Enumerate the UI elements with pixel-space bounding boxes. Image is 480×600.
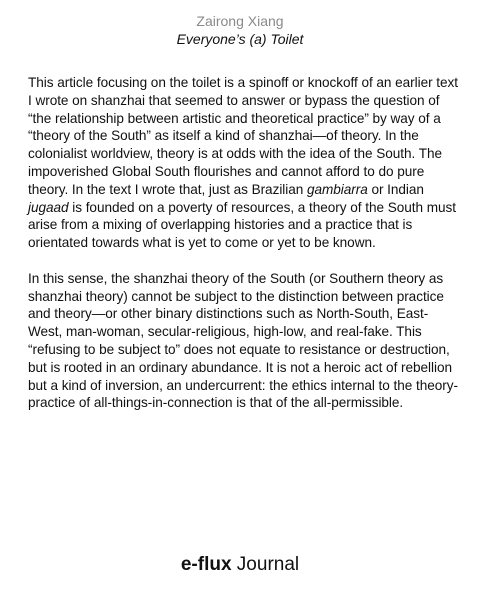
term-jugaad: jugaad <box>28 199 69 215</box>
paragraph-1-text-b: or Indian <box>367 181 424 197</box>
paragraph-2: In this sense, the shanzhai theory of the South (or Southern theory as shanzhai theory) cannot be subject to the distinction between practice and theory—or other binary distinctions such as North-South, East-West, man-woman, secular-religious, high-low, and real-fake. This “refusing to be subject to” does not equate to resistance or destruction, but is rooted in an ordinary abundance. It is not a heroic act of rebellion but a kind of inversion, an undercurrent: the ethics internal to the theory-practice of all-things-in-connection is that of the all-permissible. <box>28 270 458 411</box>
article-header <box>0 12 480 48</box>
publication-logo <box>0 553 480 577</box>
paragraph-1-text-a: This article focusing on the toilet is a spinoff or knockoff of an earlier text I wrote on shanzhai that seemed to answer or bypass the question of “the relationship between artistic and theoretical practice” by way of a “theory of the South” as itself a kind of shanzhai—of theory. In the colonialist worldview, theory is at odds with the idea of the South. The impoverished Global South flourishes and cannot afford to do pure theory. In the text I wrote that, just as Brazilian <box>28 75 459 197</box>
article-title: Everyone’s (a) Toilet <box>176 31 304 47</box>
term-gambiarra: gambiarra <box>306 181 368 197</box>
logo-suffix: Journal <box>231 554 300 575</box>
paragraph-1 <box>28 74 460 252</box>
author-name: Zairong Xiang <box>196 13 284 29</box>
article-body <box>28 74 460 430</box>
paragraph-1-text-c: is founded on a poverty of resources, a theory of the South must arise from a mixing of overlapping histories and a practice that is orientated towards what is yet to come or yet to be known. <box>28 199 456 251</box>
logo-brand: e-flux <box>180 554 232 575</box>
